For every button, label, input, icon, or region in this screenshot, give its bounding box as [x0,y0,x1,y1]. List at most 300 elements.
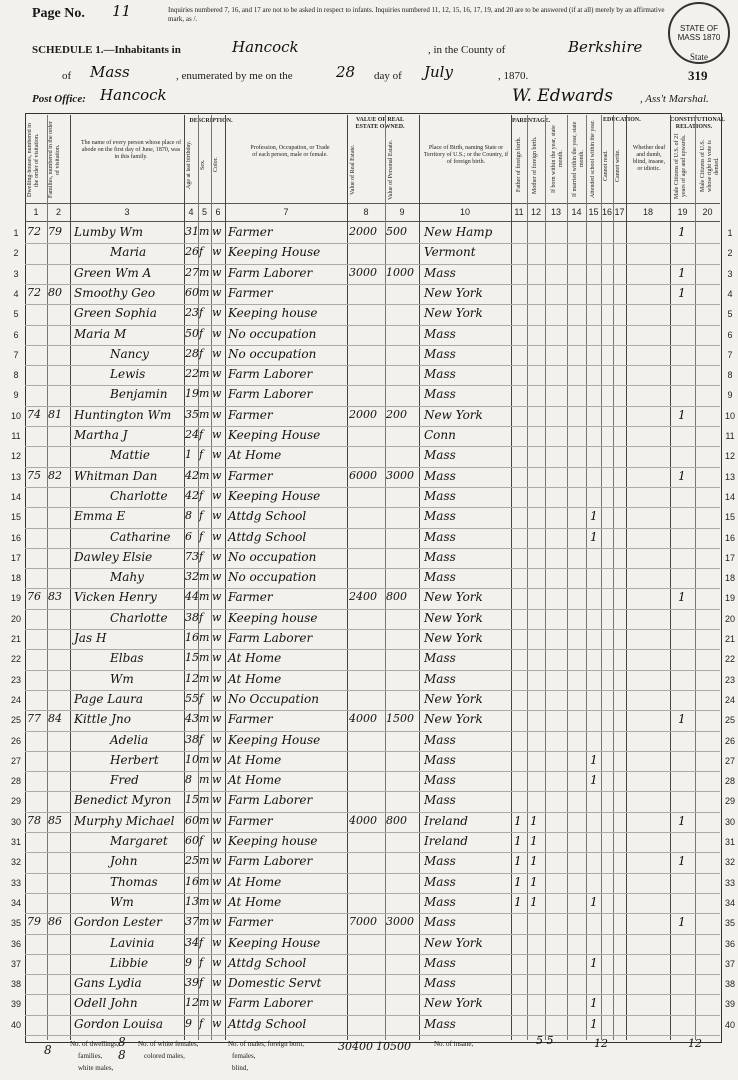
school-mark: 1 [590,955,598,970]
person-name: Mattie [110,448,151,463]
person-sex: f [199,428,204,441]
birthplace: Mass [424,549,456,564]
column-divider [511,115,512,1040]
town-name: Hancock [232,38,299,56]
enumeration-day: 28 [336,63,356,81]
row-divider [25,284,720,285]
inquiry-note: Inquiries numbered 7, 16, and 17 are not to be asked in respect to infants. Inquiries numbered 11, 12, 15, 16, 17, 19, and 20 are to be answered (if at all) merely by an affirmative mark, as /. [168,6,665,23]
family-number: 83 [48,590,62,604]
row-number: 15 [10,512,21,523]
header-divider [25,203,720,204]
person-age: 43 [185,712,199,726]
person-name: Lewis [110,367,146,382]
schedule-label: SCHEDULE 1.—Inhabitants in [32,44,181,56]
person-name: Dawley Elsie [74,549,153,564]
row-number: 14 [10,491,21,502]
person-age: 23 [185,306,199,320]
person-color: w [212,813,222,827]
person-name: Vicken Henry [74,590,157,605]
person-occupation: Keeping House [228,488,321,503]
row-number: 29 [10,796,21,807]
post-office-label: Post Office: [32,93,86,105]
birthplace: Mass [424,387,456,402]
row-number: 25 [10,715,21,726]
person-name: Emma E [74,509,126,524]
row-number: 38 [10,979,21,990]
row-number: 21 [10,634,21,644]
col-header-birthplace: Place of Birth, naming State or Territory of U.S.; or the Country, if of foreign birth. [423,145,509,165]
col-header-male-citizen: Male Citizens of U.S. of 21 years of age and upwards. [674,132,687,200]
row-divider [25,1015,720,1016]
row-number: 14 [724,491,735,502]
person-color: w [212,610,222,624]
person-occupation: No occupation [228,326,317,341]
of-label: of [62,70,72,82]
column-divider [385,115,386,1040]
row-divider [25,954,720,955]
person-age: 1 [185,448,192,462]
row-number: 19 [724,593,735,604]
row-number: 26 [10,735,21,746]
row-number: 1 [13,228,19,238]
birthplace: Conn [424,428,456,442]
person-color: w [212,590,222,604]
row-divider [25,243,720,244]
birthplace: Mass [424,265,456,280]
person-color: w [212,367,222,381]
footer-parentage-total: 5 5 [536,1034,554,1047]
row-number: 8 [13,370,19,381]
column-number: 15 [588,207,599,217]
row-divider [25,507,720,508]
birthplace: Mass [424,732,456,747]
father-foreign-mark: 1 [514,894,522,909]
person-age: 9 [185,1016,192,1030]
row-divider [25,710,720,711]
birthplace: Mass [424,448,456,463]
person-age: 16 [185,874,199,888]
person-name: Gordon Lester [74,915,162,930]
row-number: 17 [10,552,21,563]
birthplace: Mass [424,326,456,341]
row-number: 16 [10,532,21,543]
person-name: Lavinia [110,935,155,950]
person-name: Whitman Dan [74,468,158,483]
row-divider [25,406,720,407]
dwelling-number: 75 [27,468,41,482]
footer-dwellings: 8 [118,1035,126,1049]
person-sex: f [199,549,204,563]
column-number: 12 [530,207,541,217]
person-name: Smoothy Geo [74,285,156,300]
person-color: w [212,1016,222,1030]
county-label: , in the County of [428,44,506,56]
real-estate-value: 2400 [349,590,377,604]
birthplace: New York [424,712,483,727]
column-divider [347,115,348,1040]
person-age: 73 [185,549,199,563]
person-name: Elbas [110,651,144,666]
person-color: w [212,894,222,908]
person-sex: f [199,529,204,543]
person-age: 28 [185,346,199,360]
real-estate-value: 4000 [349,712,377,726]
male-citizen-mark: 1 [678,468,686,483]
footer-real-total: 30400 [338,1040,373,1053]
row-number: 7 [727,349,733,360]
row-divider [25,913,720,914]
person-color: w [212,265,222,279]
birthplace: Mass [424,773,456,788]
person-occupation: Farmer [228,915,273,930]
row-number: 23 [10,674,21,685]
column-number: 14 [571,207,582,217]
row-number: 4 [13,288,19,299]
person-sex: m [199,225,210,238]
row-divider [25,528,720,529]
column-divider [70,115,71,1040]
row-number: 9 [13,390,19,401]
person-name: Murphy Michael [74,813,175,828]
person-age: 38 [185,732,199,746]
person-age: 42 [185,488,199,502]
person-color: w [212,549,222,563]
group-header-constitutional: CONSTITUTIONAL RELATIONS. [670,117,726,130]
row-number: 6 [13,329,19,340]
person-age: 12 [185,671,199,685]
footer-personal-total: 10500 [376,1040,411,1053]
personal-estate-value: 3000 [386,468,414,482]
person-age: 22 [185,367,199,381]
person-sex: f [199,245,204,259]
person-sex: m [199,590,210,604]
person-name: Page Laura [74,691,144,706]
col-header-occupation: Profession, Occupation, or Trade of each person, male or female. [250,145,330,158]
birthplace: Mass [424,1016,456,1031]
family-number: 86 [48,915,62,929]
column-divider [527,115,528,1040]
real-estate-value: 6000 [349,468,377,482]
row-divider [25,548,720,549]
col-header-mother-foreign: Mother of foreign birth. [532,136,538,194]
person-occupation: Farm Laborer [228,854,313,869]
school-mark: 1 [590,894,598,909]
birthplace: Mass [424,752,456,767]
person-age: 60 [185,285,199,299]
person-occupation: Farmer [228,225,273,239]
row-number: 25 [724,715,735,726]
person-color: w [212,834,222,847]
father-foreign-mark: 1 [514,834,522,848]
birthplace: New York [424,996,483,1011]
row-number: 11 [11,431,21,441]
row-number: 40 [10,1019,21,1030]
footer-white-males-label: white males, [78,1064,114,1072]
column-divider [419,115,420,1040]
footer-school-total: 12 [594,1037,608,1050]
person-name: Adelia [110,732,149,747]
row-divider [25,974,720,975]
family-number: 82 [48,468,62,482]
row-number: 32 [724,857,735,868]
column-number: 5 [201,207,207,217]
row-number: 33 [724,877,735,888]
person-occupation: Keeping house [228,306,318,321]
col-header-family: Families, numbered in the order of visitation. [48,121,61,199]
col-header-vote-denied: Male Citizens of U.S. whose right to vote is denied. [700,139,720,193]
row-number: 1 [727,228,733,238]
footer-dwellings-label: No. of dwellings, [70,1040,119,1048]
row-divider [25,487,720,488]
row-number: 8 [727,370,733,381]
row-number: 5 [727,309,733,320]
person-age: 42 [185,468,199,482]
birthplace: Mass [424,488,456,503]
person-sex: m [199,631,210,644]
person-color: w [212,407,222,421]
male-citizen-mark: 1 [678,225,686,239]
person-occupation: Farm Laborer [228,265,313,280]
person-occupation: At Home [228,894,282,909]
birthplace: Mass [424,346,456,361]
col-header-name: The name of every person whose place of abode on the first day of June, 1870, was in this family. [80,140,182,160]
person-sex: f [199,732,204,746]
row-divider [25,832,720,833]
person-name: Fred [110,773,139,788]
row-number: 18 [10,573,21,584]
person-sex: f [199,448,204,462]
enumeration-month: July [424,63,453,81]
person-color: w [212,854,222,868]
row-divider [25,304,720,305]
birthplace: Mass [424,874,456,889]
person-occupation: Farmer [228,712,273,727]
person-age: 39 [185,976,199,990]
person-occupation: Attdg School [228,529,307,544]
person-age: 32 [185,570,199,584]
person-occupation: Farm Laborer [228,631,313,645]
person-age: 25 [185,854,199,868]
person-age: 60 [185,813,199,827]
person-name: Gans Lydia [74,976,142,991]
row-number: 12 [724,451,735,462]
dwelling-number: 74 [27,407,41,421]
male-citizen-mark: 1 [678,915,686,930]
row-divider [25,731,720,732]
footer-families: 8 [118,1048,126,1062]
person-sex: m [199,570,210,584]
school-mark: 1 [590,529,598,544]
sheet-number: 319 [688,68,708,83]
row-divider [25,751,720,752]
row-divider [25,568,720,569]
school-mark: 1 [590,996,598,1011]
row-divider [25,893,720,894]
column-number: 1 [33,207,39,217]
person-name: Green Wm A [74,265,152,280]
row-number: 23 [724,674,735,685]
birthplace: New York [424,610,483,625]
group-header-description: DESCRIPTION. [189,118,233,124]
person-color: w [212,935,222,949]
person-sex: f [199,326,204,340]
dwelling-number: 79 [27,915,41,929]
person-sex: m [199,671,210,685]
row-number: 28 [724,776,735,787]
person-occupation: Keeping house [228,834,318,848]
person-sex: m [199,854,210,868]
person-occupation: Farmer [228,285,273,300]
person-occupation: Farmer [228,468,273,483]
person-sex: f [199,976,204,990]
row-divider [25,994,720,995]
marshal-label: , Ass't Marshal. [640,93,709,105]
birthplace: Mass [424,651,456,666]
row-number: 36 [724,938,735,949]
person-sex: f [199,488,204,502]
person-color: w [212,996,222,1010]
col-header-cannot-read: Cannot read. [603,150,609,182]
birthplace: Mass [424,894,456,909]
mother-foreign-mark: 1 [530,894,538,909]
row-number: 35 [724,918,735,929]
row-divider [25,264,720,265]
person-color: w [212,285,222,299]
row-number: 18 [724,573,735,584]
footer-females-label: females, [232,1052,256,1060]
person-name: Wm [110,671,134,686]
person-age: 44 [185,590,199,604]
person-sex: f [199,1016,204,1030]
row-divider [25,629,720,630]
person-age: 31 [185,225,199,238]
person-sex: m [199,468,210,482]
row-divider [25,588,720,589]
col-header-cannot-write: Cannot write. [615,149,621,183]
dwelling-number: 72 [27,225,41,238]
person-name: Charlotte [110,488,168,503]
birthplace: New Hamp [424,225,493,239]
row-number: 36 [10,938,21,949]
row-divider [25,812,720,813]
person-name: Martha J [74,428,128,442]
col-header-married-year: If married within the year, state month. [572,121,585,197]
personal-estate-value: 500 [386,225,407,238]
footer-males-foreign-label: No. of males, foreign born, [228,1040,305,1048]
row-divider [25,649,720,650]
person-age: 37 [185,915,199,929]
person-occupation: No occupation [228,570,317,585]
family-number: 84 [48,712,62,726]
person-sex: f [199,306,204,320]
birthplace: New York [424,407,483,422]
person-occupation: Attdg School [228,509,307,524]
birthplace: New York [424,935,483,950]
person-occupation: At Home [228,448,282,463]
person-age: 12 [185,996,199,1010]
person-age: 8 [185,773,192,787]
column-number: 16 [601,207,612,217]
row-number: 34 [10,897,21,908]
column-divider [601,115,602,1040]
person-occupation: Attdg School [228,955,307,970]
dwelling-number: 76 [27,590,41,604]
person-name: Maria M [74,326,127,341]
column-number: 4 [188,207,194,217]
col-header-disability: Whether deaf and dumb, blind, insane, or idiotic. [632,145,666,172]
person-color: w [212,468,222,482]
row-number: 31 [724,837,735,847]
row-divider [25,791,720,792]
row-divider [25,934,720,935]
school-mark: 1 [590,773,598,788]
birthplace: Mass [424,793,456,808]
school-mark: 1 [590,752,598,767]
row-number: 20 [10,613,21,624]
row-number: 30 [724,816,735,827]
col-header-sex: Sex. [200,159,206,171]
row-divider [25,873,720,874]
col-header-real-value: Value of Real Estate. [350,144,356,196]
row-divider [25,609,720,610]
male-citizen-mark: 1 [678,813,686,828]
person-occupation: Keeping House [228,935,321,950]
row-number: 38 [724,979,735,990]
school-mark: 1 [590,1016,598,1031]
column-number: 17 [614,207,625,217]
row-number: 2 [727,248,733,259]
person-color: w [212,346,222,360]
family-number: 81 [48,407,62,421]
birthplace: Vermont [424,245,476,260]
person-age: 10 [185,752,199,766]
row-number: 24 [724,694,735,705]
person-color: w [212,691,222,705]
birthplace: Mass [424,915,456,930]
group-header-real-estate: VALUE OF REAL ESTATE OWNED. [355,117,405,130]
page-number: 11 [112,2,132,20]
col-header-dwelling: Dwelling-houses, numbered in the order of visitation. [27,123,40,197]
person-name: Jas H [74,631,107,645]
row-number: 10 [10,410,21,421]
row-number: 22 [10,654,21,665]
row-number: 31 [10,837,21,847]
family-number: 80 [48,285,62,299]
person-color: w [212,306,222,320]
person-age: 6 [185,529,192,543]
person-color: w [212,529,222,543]
column-divider [695,115,696,1040]
county-name: Berkshire [568,38,643,56]
footer-white-females-label: No. of white females, [138,1040,199,1048]
person-sex: f [199,509,204,523]
person-sex: f [199,955,204,969]
birthplace: New York [424,285,483,300]
enumerated-label: , enumerated by me on the [176,70,293,82]
person-occupation: Keeping House [228,245,321,260]
column-number: 7 [283,207,289,217]
person-color: w [212,428,222,441]
page-label: Page No. [32,6,85,21]
column-number: 6 [215,207,221,217]
row-number: 9 [727,390,733,401]
group-header-education: EDUCATION. [603,117,641,123]
person-name: Thomas [110,874,158,889]
personal-estate-value: 200 [386,407,407,421]
person-name: Nancy [110,346,149,361]
footer-insane-label: No. of insane, [434,1040,474,1048]
footer-citizen-total: 12 [688,1037,702,1050]
